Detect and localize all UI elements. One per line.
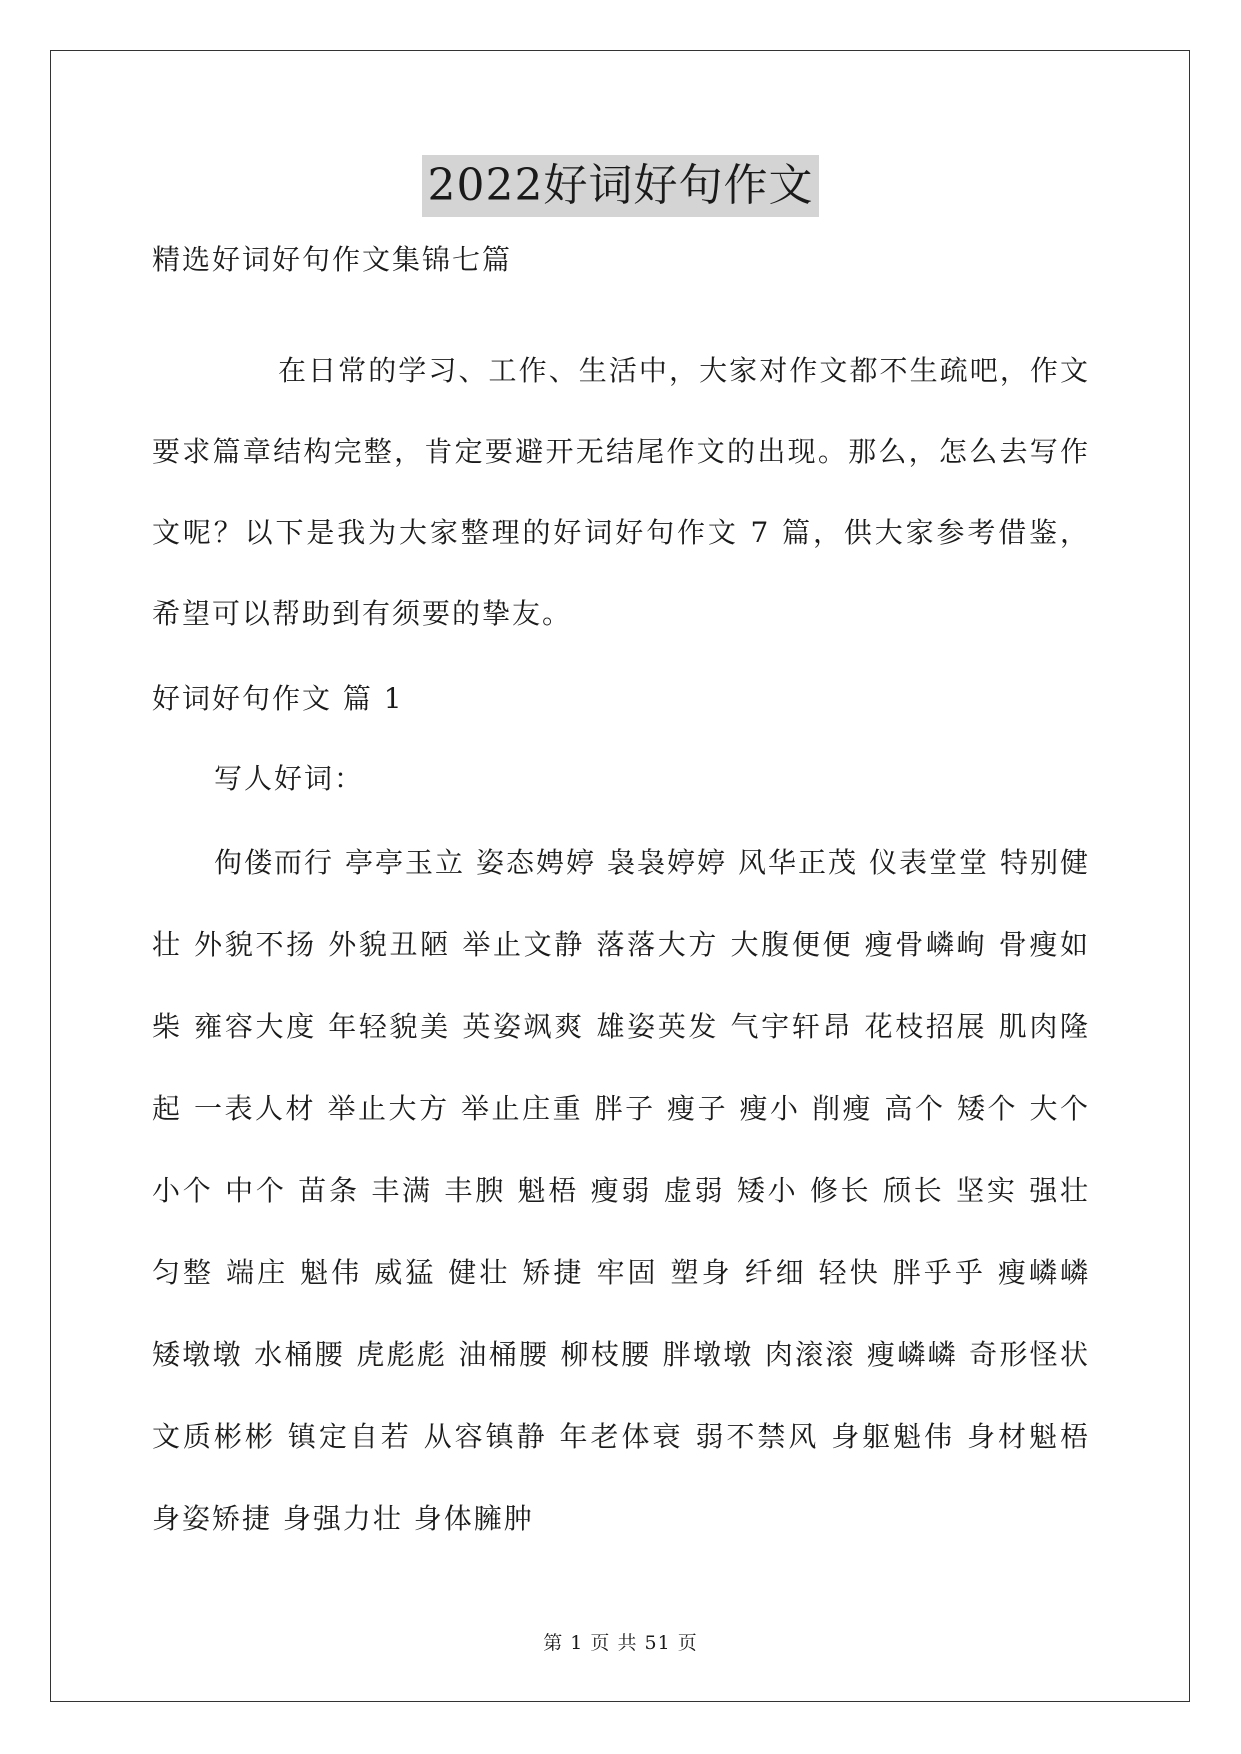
document-title: 2022好词好句作文 <box>422 155 820 217</box>
section-label: 写人好词： <box>214 762 365 795</box>
document-subtitle: 精选好词好句作文集锦七篇 <box>152 243 513 276</box>
vocabulary-paragraph: 佝偻而行 亭亭玉立 姿态娉婷 袅袅婷婷 风华正茂 仪表堂堂 特别健壮 外貌不扬 外貌丑陋 举止文静 落落大方 大腹便便 瘦骨嶙峋 骨瘦如柴 雍容大度 年轻貌美 英姿飒爽 雄姿英发 气宇轩昂 花枝招展 肌肉隆起 一表人材 举止大方 举止庄重 胖子 瘦子 瘦小 削瘦 高个 矮个 大个 小个 中个 苗条 丰满 丰腴 魁梧 瘦弱 虚弱 矮小 修长 颀长 坚实 强壮 匀整 端庄 魁伟 威猛 健壮 矫捷 牢固 塑身 纤细 轻快 胖乎乎 瘦嶙嶙 矮墩墩 水桶腰 虎彪彪 油桶腰 柳枝腰 胖墩墩 肉滚滚 瘦嶙嶙 奇形怪状 文质彬彬 镇定自若 从容镇静 年老体衰 弱不禁风 身躯魁伟 身材魁梧 身姿矫捷 身强力壮 身体臃肿 <box>152 846 1090 1535</box>
intro-paragraph: 在日常的学习、工作、生活中，大家对作文都不生疏吧，作文要求篇章结构完整，肯定要避开无结尾作文的出现。那么，怎么去写作文呢？以下是我为大家整理的好词好句作文 7 篇，供大家参考借鉴，希望可以帮助到有须要的挚友。 <box>152 354 1090 630</box>
title-container <box>0 155 1241 217</box>
section-heading: 好词好句作文 篇 1 <box>152 682 404 715</box>
page-footer: 第 1 页 共 51 页 <box>543 1632 698 1654</box>
